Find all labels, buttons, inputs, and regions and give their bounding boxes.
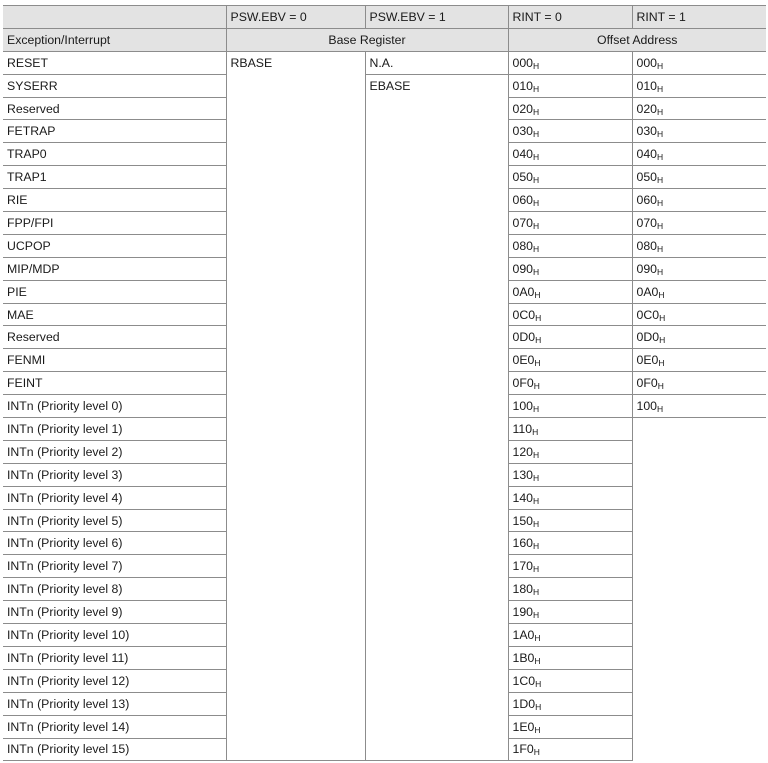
hex-subscript: H [658,289,665,300]
hex-subscript: H [657,404,664,415]
hex-subscript: H [657,152,664,163]
hex-subscript: H [534,358,541,369]
offset-rint0-cell [508,303,632,326]
offset-value: 170 [512,559,534,574]
offset-rint1-cell [632,257,766,280]
hex-subscript: H [533,449,540,460]
offset-value: 0C0 [512,307,536,322]
offset-rint1-cell [632,212,766,235]
header-row-2 [3,28,766,51]
hex-subscript: H [533,266,540,277]
exception-name-cell: INTn (Priority level 8) [3,578,226,601]
hex-subscript: H [535,312,542,323]
hex-subscript: H [532,426,539,437]
exception-name-cell: INTn (Priority level 11) [3,646,226,669]
hex-subscript: H [657,106,664,117]
exception-name-cell: FETRAP [3,120,226,143]
offset-value: 050 [512,170,534,185]
offset-value: 110 [512,421,533,436]
exception-name-cell: INTn (Priority level 3) [3,463,226,486]
offset-rint0-cell [508,578,632,601]
offset-value: 080 [512,238,534,253]
offset-rint0-cell [508,189,632,212]
offset-value: 0A0 [512,284,535,299]
offset-rint1-cell [632,280,766,303]
hex-subscript: H [657,175,664,186]
offset-rint1-cell [632,166,766,189]
hex-subscript: H [534,724,541,735]
offset-value: 0D0 [512,330,536,345]
offset-rint1-cell [632,97,766,120]
offset-rint1-cell [632,303,766,326]
exception-name-cell: TRAP1 [3,166,226,189]
offset-value: 040 [512,147,534,162]
offset-value: 070 [636,215,658,230]
hex-subscript: H [659,335,666,346]
offset-value: 190 [512,605,534,620]
offset-rint0-cell [508,669,632,692]
hex-subscript: H [533,129,540,140]
hex-subscript: H [659,312,666,323]
offset-rint0-cell [508,555,632,578]
exception-name-cell: FPP/FPI [3,212,226,235]
offset-rint0-cell [508,74,632,97]
offset-rint0-cell [508,166,632,189]
exception-name-cell: Reserved [3,326,226,349]
header-offset-address: Offset Address [508,28,766,51]
exception-name-cell: UCPOP [3,234,226,257]
offset-rint1-cell [632,349,766,372]
offset-value: 0F0 [512,376,534,391]
offset-value: 010 [512,78,534,93]
offset-value: 090 [636,261,658,276]
hex-subscript: H [533,541,540,552]
exception-vector-table [3,5,766,761]
hex-subscript: H [533,175,540,186]
offset-rint1-cell [632,326,766,349]
exception-name-cell: INTn (Priority level 7) [3,555,226,578]
offset-rint1-cell [632,51,766,74]
hex-subscript: H [533,243,540,254]
offset-value: 080 [636,238,658,253]
offset-value: 1B0 [512,650,535,665]
offset-value: 100 [512,399,534,414]
table-row [3,74,766,97]
offset-value: 0E0 [512,353,535,368]
empty-rint1-cell [632,418,766,761]
hex-subscript: H [657,220,664,231]
hex-subscript: H [657,198,664,209]
offset-value: 0C0 [636,307,660,322]
hex-subscript: H [533,518,540,529]
offset-rint1-cell [632,234,766,257]
exception-name-cell: INTn (Priority level 13) [3,692,226,715]
hex-subscript: H [533,610,540,621]
offset-rint0-cell [508,120,632,143]
offset-rint0-cell [508,509,632,532]
offset-rint1-cell [632,395,766,418]
offset-value: 000 [512,55,534,70]
offset-value: 030 [512,124,534,139]
hex-subscript: H [533,587,540,598]
offset-rint1-cell [632,189,766,212]
offset-rint0-cell [508,532,632,555]
offset-value: 040 [636,147,658,162]
offset-rint0-cell [508,624,632,647]
offset-rint0-cell [508,97,632,120]
hex-subscript: H [658,358,665,369]
hex-subscript: H [657,83,664,94]
exception-name-cell: INTn (Priority level 9) [3,601,226,624]
offset-value: 1C0 [512,673,536,688]
header-blank-cell [3,6,226,29]
hex-subscript: H [657,129,664,140]
offset-value: 160 [512,536,534,551]
exception-name-cell: MIP/MDP [3,257,226,280]
hex-subscript: H [533,152,540,163]
header-exception-interrupt: Exception/Interrupt [3,28,226,51]
offset-value: 140 [512,490,534,505]
offset-rint0-cell [508,326,632,349]
hex-subscript: H [657,243,664,254]
hex-subscript: H [533,381,540,392]
offset-value: 020 [512,101,534,116]
hex-subscript: H [657,381,664,392]
offset-rint1-cell [632,74,766,97]
exception-name-cell: INTn (Priority level 14) [3,715,226,738]
offset-value: 0F0 [636,376,658,391]
offset-value: 060 [636,193,658,208]
offset-rint0-cell [508,715,632,738]
exception-name-cell: FENMI [3,349,226,372]
exception-name-cell: RIE [3,189,226,212]
header-rint0: RINT = 0 [508,6,632,29]
exception-name-cell: INTn (Priority level 4) [3,486,226,509]
offset-rint0-cell [508,234,632,257]
exception-name-cell: RESET [3,51,226,74]
exception-name-cell: INTn (Priority level 10) [3,624,226,647]
exception-name-cell: SYSERR [3,74,226,97]
offset-value: 180 [512,582,534,597]
hex-subscript: H [533,83,540,94]
offset-value: 1A0 [512,627,535,642]
offset-rint1-cell [632,120,766,143]
hex-subscript: H [533,472,540,483]
offset-rint0-cell [508,51,632,74]
offset-rint0-cell [508,257,632,280]
hex-subscript: H [533,404,540,415]
offset-rint0-cell [508,601,632,624]
offset-value: 100 [636,399,658,414]
offset-value: 090 [512,261,534,276]
exception-name-cell: INTn (Priority level 1) [3,418,226,441]
exception-name-cell: PIE [3,280,226,303]
header-base-register: Base Register [226,28,508,51]
offset-value: 120 [512,444,534,459]
exception-name-cell: INTn (Priority level 6) [3,532,226,555]
offset-value: 000 [636,55,658,70]
offset-value: 130 [512,467,534,482]
offset-rint0-cell [508,738,632,761]
exception-name-cell: TRAP0 [3,143,226,166]
offset-value: 0E0 [636,353,659,368]
hex-subscript: H [535,335,542,346]
header-psw-ebv1: PSW.EBV = 1 [365,6,508,29]
offset-rint0-cell [508,349,632,372]
offset-value: 1D0 [512,696,536,711]
hex-subscript: H [535,701,542,712]
offset-rint0-cell [508,440,632,463]
offset-rint0-cell [508,463,632,486]
base-ebv1-cell: EBASE [365,74,508,761]
hex-subscript: H [534,655,541,666]
exception-name-cell: INTn (Priority level 5) [3,509,226,532]
offset-value: 020 [636,101,658,116]
offset-rint1-cell [632,143,766,166]
offset-value: 1E0 [512,719,535,734]
header-rint1: RINT = 1 [632,6,766,29]
base-ebv1-reset-cell: N.A. [365,51,508,74]
exception-name-cell: Reserved [3,97,226,120]
offset-rint0-cell [508,692,632,715]
offset-value: 0A0 [636,284,659,299]
offset-value: 070 [512,215,534,230]
hex-subscript: H [533,747,540,758]
hex-subscript: H [535,678,542,689]
base-ebv0-cell: RBASE [226,51,365,761]
exception-name-cell: INTn (Priority level 2) [3,440,226,463]
offset-rint0-cell [508,372,632,395]
hex-subscript: H [533,220,540,231]
offset-rint0-cell [508,418,632,441]
exception-name-cell: INTn (Priority level 0) [3,395,226,418]
offset-rint0-cell [508,212,632,235]
offset-rint1-cell [632,372,766,395]
hex-subscript: H [657,60,664,71]
offset-rint0-cell [508,395,632,418]
offset-value: 050 [636,170,658,185]
exception-name-cell: FEINT [3,372,226,395]
offset-value: 150 [512,513,534,528]
hex-subscript: H [533,198,540,209]
hex-subscript: H [657,266,664,277]
offset-rint0-cell [508,280,632,303]
hex-subscript: H [533,60,540,71]
offset-value: 060 [512,193,534,208]
offset-value: 030 [636,124,658,139]
header-psw-ebv0: PSW.EBV = 0 [226,6,365,29]
offset-value: 0D0 [636,330,660,345]
offset-value: 010 [636,78,658,93]
hex-subscript: H [534,632,541,643]
hex-subscript: H [533,564,540,575]
table-row [3,51,766,74]
hex-subscript: H [533,106,540,117]
exception-name-cell: INTn (Priority level 15) [3,738,226,761]
offset-rint0-cell [508,143,632,166]
exception-name-cell: MAE [3,303,226,326]
hex-subscript: H [534,289,541,300]
offset-rint0-cell [508,486,632,509]
offset-value: 1F0 [512,742,534,757]
offset-rint0-cell [508,646,632,669]
exception-name-cell: INTn (Priority level 12) [3,669,226,692]
hex-subscript: H [533,495,540,506]
header-row-1 [3,6,766,29]
